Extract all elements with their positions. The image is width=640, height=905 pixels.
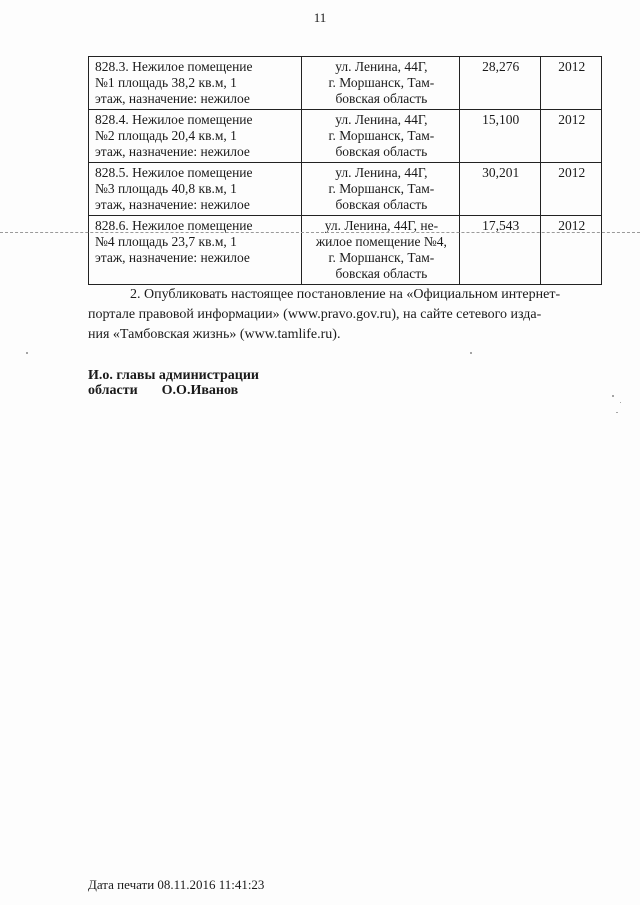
table-cell-address <box>301 216 459 285</box>
table-cell-value: 30,201 <box>459 163 540 216</box>
cell-line: бовская область <box>335 197 428 212</box>
property-table <box>88 56 602 285</box>
scan-speck <box>620 402 621 403</box>
cell-line: бовская область <box>335 266 428 281</box>
cell-line: г. Моршанск, Там- <box>328 75 435 90</box>
cell-line: ул. Ленина, 44Г, <box>335 112 428 127</box>
cell-line: г. Моршанск, Там- <box>328 250 435 265</box>
table-row <box>89 216 602 285</box>
table-cell-address <box>301 57 459 110</box>
table-cell-year: 2012 <box>540 216 601 285</box>
table-cell-address <box>301 163 459 216</box>
scan-speck <box>26 352 28 354</box>
scan-speck <box>612 395 614 397</box>
paragraph-line: 2. Опубликовать настоящее постановление на «Официальном интернет- <box>130 287 561 302</box>
signatory-role-continued: области <box>88 383 138 398</box>
signatory-name: О.О.Иванов <box>161 383 239 398</box>
table-cell-name <box>89 110 302 163</box>
table-cell-name <box>89 163 302 216</box>
table-cell-name <box>89 57 302 110</box>
cell-line: ул. Ленина, 44Г, не- <box>324 218 439 233</box>
paragraph-line: ния «Тамбовская жизнь» (www.tamlife.ru). <box>88 327 341 342</box>
cell-line: г. Моршанск, Там- <box>328 181 435 196</box>
cell-line: бовская область <box>335 91 428 106</box>
publication-paragraph <box>88 285 602 345</box>
table-cell-value: 28,276 <box>459 57 540 110</box>
cell-line: этаж, назначение: нежилое <box>95 91 250 106</box>
cell-line: г. Моршанск, Там- <box>328 128 435 143</box>
cell-line: №1 площадь 38,2 кв.м, 1 <box>95 75 237 90</box>
scan-speck <box>470 352 472 354</box>
table-cell-year: 2012 <box>540 163 601 216</box>
table-row <box>89 163 602 216</box>
table-row <box>89 57 602 110</box>
cell-line: №2 площадь 20,4 кв.м, 1 <box>95 128 237 143</box>
cell-line: ул. Ленина, 44Г, <box>335 59 428 74</box>
cell-line: ул. Ленина, 44Г, <box>335 165 428 180</box>
scan-artifact-line <box>0 232 640 233</box>
cell-line: 828.5. Нежилое помещение <box>95 165 253 180</box>
table-cell-year: 2012 <box>540 57 601 110</box>
table-cell-year: 2012 <box>540 110 601 163</box>
cell-line: этаж, назначение: нежилое <box>95 144 250 159</box>
paragraph-line: портале правовой информации» (www.pravo.gov.ru), на сайте сетевого изда- <box>88 307 542 322</box>
table-row <box>89 110 602 163</box>
cell-line: №4 площадь 23,7 кв.м, 1 <box>95 234 237 249</box>
cell-line: №3 площадь 40,8 кв.м, 1 <box>95 181 237 196</box>
table-cell-address <box>301 110 459 163</box>
print-date: Дата печати 08.11.2016 11:41:23 <box>88 877 265 892</box>
cell-line: бовская область <box>335 144 428 159</box>
signatory-role: И.о. главы администрации <box>88 368 259 383</box>
table-cell-value: 17,543 <box>459 216 540 285</box>
table-cell-name <box>89 216 302 285</box>
cell-line: 828.3. Нежилое помещение <box>95 59 253 74</box>
cell-line: этаж, назначение: нежилое <box>95 197 250 212</box>
cell-line: жилое помещение №4, <box>315 234 447 249</box>
signatory-row <box>88 383 259 398</box>
page-number: 11 <box>313 10 327 25</box>
cell-line: этаж, назначение: нежилое <box>95 250 250 265</box>
table-cell-value: 15,100 <box>459 110 540 163</box>
cell-line: 828.4. Нежилое помещение <box>95 112 253 127</box>
cell-line: 828.6. Нежилое помещение <box>95 218 253 233</box>
signature-block <box>88 368 259 398</box>
scan-speck <box>616 412 618 413</box>
